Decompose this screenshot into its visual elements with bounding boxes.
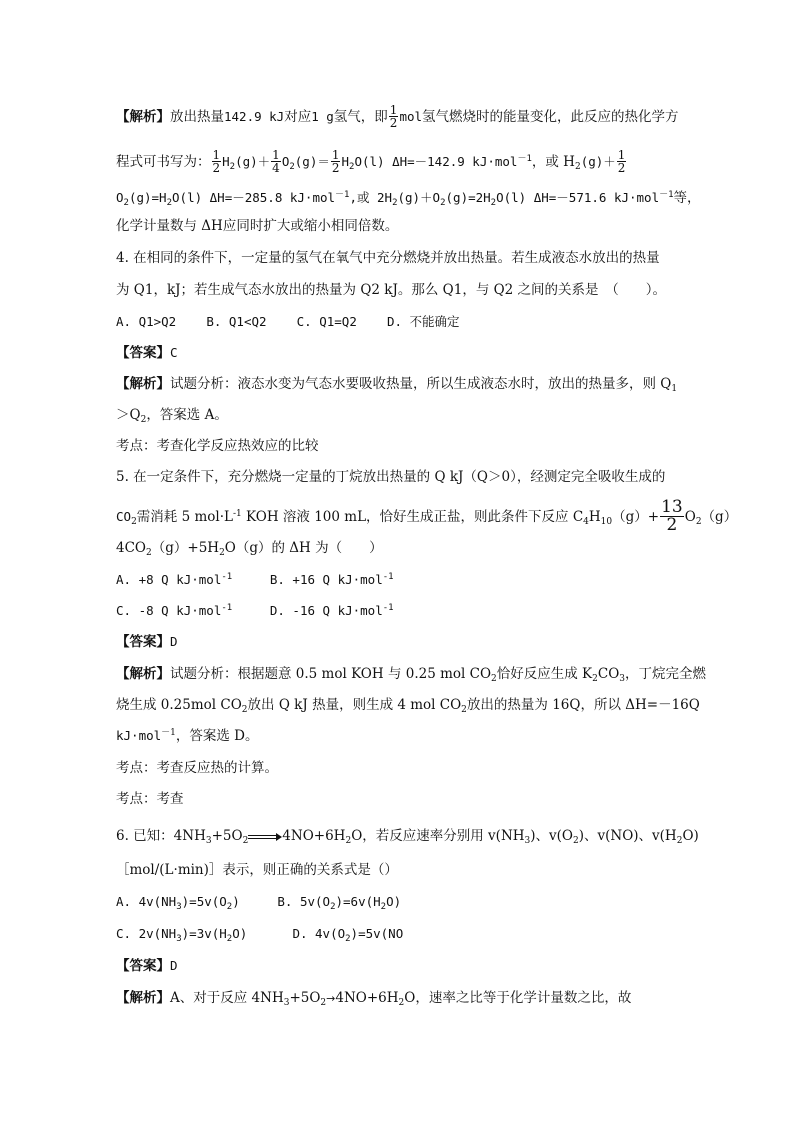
q5-option-b[interactable]: B. +16 Q kJ·mol$^{-1}$: [269, 572, 394, 587]
q5-kaodian-1: 考点：考查反应热的计算。: [116, 760, 278, 776]
q4-options: [116, 312, 460, 332]
q4-option-a[interactable]: A. Q1>Q2: [116, 314, 177, 329]
q5-stem-line-3: $4CO_2(g)+5H_2O(g)$的 ΔH 为（ ）: [116, 540, 383, 558]
q4-option-d[interactable]: D. 不能确定: [386, 314, 460, 329]
q5-answer: 【答案】D: [116, 634, 178, 650]
q6-answer: 【答案】D: [116, 958, 178, 974]
q3-analysis-line-1: 【解析】放出热量142.9 kJ对应1 g氢气，即 $\frac{1}{2}$ mol氢气燃烧时的能量变化，此反应的热化学方: [116, 103, 679, 130]
q6-option-c[interactable]: C. $2v(NH_3)=3v(H_2O)$: [116, 926, 248, 944]
q5-options-row-1: [116, 570, 394, 590]
q5-stem-line-1: 5. 在一定条件下，充分燃烧一定量的丁烷放出热量的 Q kJ（Q＞0），经测定完全吸收生成的: [116, 469, 666, 485]
q5-analysis-line-1: 【解析】试题分析：根据题意 0.5 mol KOH 与 0.25 mol $CO_2$恰好反应生成 $K_2CO_3$，丁烷完全燃: [116, 666, 707, 684]
q5-option-a[interactable]: A. +8 Q kJ·mol$^{-1}$: [116, 572, 233, 587]
q4-analysis-line-1: 【解析】试题分析：液态水变为气态水要吸收热量，所以生成液态水时，放出的热量多，则 $Q_1$: [116, 376, 678, 394]
q6-option-b[interactable]: B. $5v(O_2)=6v(H_2O)$: [277, 894, 402, 912]
q5-options-row-2: [116, 601, 394, 621]
q6-stem-line-2: ［mol/(L·min)］表示，则正确的关系式是（）: [116, 862, 398, 878]
q4-stem-line-2: 为 Q1，kJ；若生成气态水放出的热量为 Q2 kJ。那么 Q1，与 Q2 之间的关系是 （ ）。: [116, 282, 667, 298]
q3-analysis-line-2: 程式可书写为： $\frac{1}{2}$ $H_2(g)+$ $\frac{1}{4}$ $O_2(g)=$ $\frac{1}{2}$ $H_2O(l)$ ΔH=－142.9 kJ·mol$^{-1}$，或 $H_2(g)+$ $\frac{1}{2}$: [116, 148, 626, 175]
q3-analysis-line-3: $O_2(g)=H_2O(l)$ ΔH=－285.8 kJ·mol$^{-1}$,或 $2H_2(g)+O_2(g)=2H_2O(l)$ ΔH=－571.6 kJ·mol$^{-1}$等，: [116, 190, 701, 208]
q6-stem-line-1: 6. 已知：$4NH_3+5O_2$ $4NO+6H_2O$，若反应速率分别用 $v(NH_3)$、$v(O_2)$、v(NO)、$v(H_2O)$: [116, 828, 699, 846]
q4-answer: 【答案】C: [116, 345, 178, 361]
analysis-label: 【解析】: [116, 109, 170, 125]
q5-kaodian-2: 考点：考查: [116, 791, 184, 807]
q4-option-b[interactable]: B. Q1<Q2: [206, 314, 267, 329]
fraction-half: $\frac{1}{2}$: [389, 103, 398, 130]
q5-stem-line-2: $CO_2$需消耗 5 $mol\cdot L^{-1}$ KOH 溶液 100 mL，恰好生成正盐，则此条件下反应 $C_4H_{10}(g)+$ $\frac{13}{2}$ $O_2(g)$: [116, 497, 738, 535]
q5-option-c[interactable]: C. -8 Q kJ·mol$^{-1}$: [116, 603, 233, 618]
q4-analysis-line-2: $>Q_2$，答案选 A。: [116, 407, 228, 425]
q5-analysis-line-3: kJ·mol$^{-1}$，答案选 D。: [116, 728, 259, 744]
q6-option-a[interactable]: A. $4v(NH_3)=5v(O_2)$: [116, 894, 240, 912]
q4-kaodian: 考点：考查化学反应热效应的比较: [116, 438, 319, 454]
q4-stem-line-1: 4. 在相同的条件下，一定量的氢气在氧气中充分燃烧并放出热量。若生成液态水放出的热量: [116, 250, 660, 266]
arrow-icon: →: [326, 992, 336, 1005]
reversible-arrow-icon: [248, 833, 282, 841]
q3-analysis-line-4: 化学计量数与 ΔH应同时扩大或缩小相同倍数。: [116, 218, 399, 234]
q6-analysis-line-1: 【解析】A、对于反应 $4NH_3+5O_2\to 4NO+6H_2O$，速率之比等于化学计量数之比，故: [116, 990, 632, 1008]
q5-analysis-line-2: 烧生成 0.25mol $CO_2$放出 Q kJ 热量，则生成 4 mol $CO_2$放出的热量为 16Q，所以 ΔH=－16Q: [116, 697, 700, 715]
q6-options-row-2: [116, 924, 403, 944]
q6-options-row-1: [116, 892, 401, 912]
q5-option-d[interactable]: D. -16 Q kJ·mol$^{-1}$: [269, 603, 394, 618]
q6-option-d[interactable]: D. $4v(O_2)=5v(NO$: [292, 926, 404, 944]
q4-option-c[interactable]: C. Q1=Q2: [296, 314, 357, 329]
fraction-13-2: $\frac{13}{2}$: [661, 497, 683, 535]
